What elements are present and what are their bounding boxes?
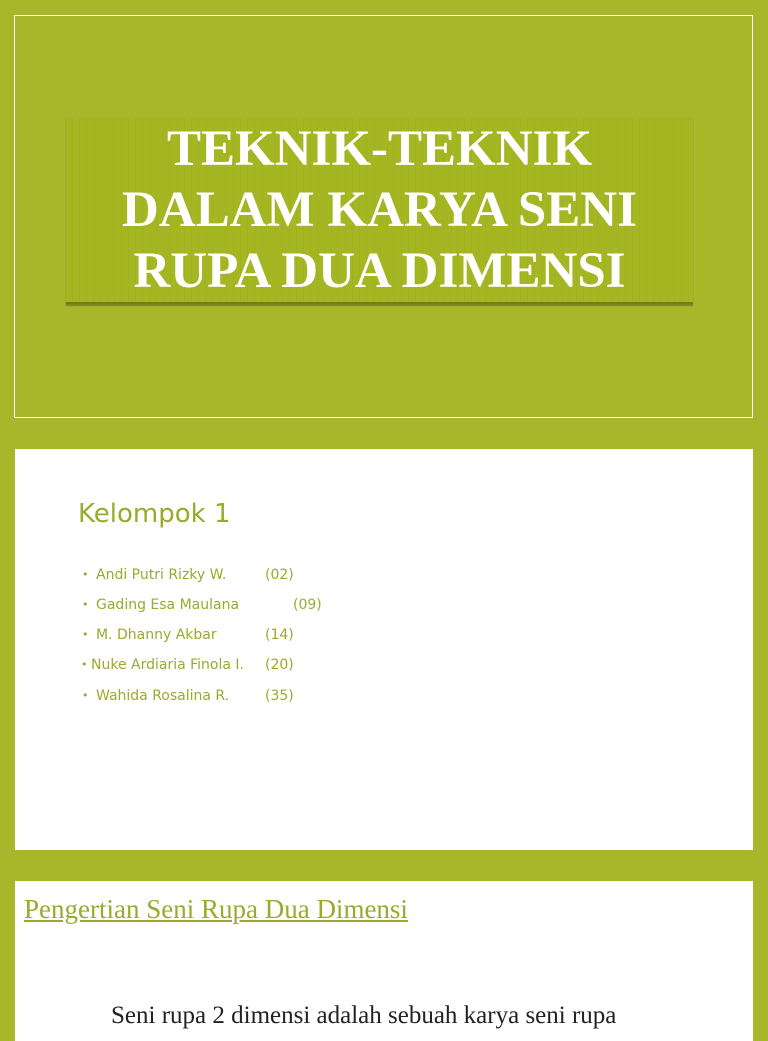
definition-slide: [15, 881, 753, 1041]
member-number: (35): [265, 688, 294, 704]
body-text: Seni rupa 2 dimensi adalah sebuah karya seni rupa: [111, 1002, 617, 1029]
member-number: (02): [265, 567, 294, 583]
member-name: Gading Esa Maulana: [96, 597, 240, 613]
member-number: (09): [293, 597, 322, 613]
bullet-icon: •: [81, 658, 88, 671]
member-number: (20): [265, 657, 294, 673]
title-box: [66, 118, 693, 304]
bullet-icon: •: [82, 689, 89, 702]
bullet-icon: •: [82, 598, 89, 611]
slide-title: TEKNIK-TEKNIK DALAM KARYA SENI RUPA DUA DIMENSI: [122, 120, 637, 299]
member-name: Andi Putri Rizky W.: [96, 567, 227, 583]
title-slide: [14, 15, 753, 418]
member-name: M. Dhanny Akbar: [96, 627, 217, 643]
member-name: Nuke Ardiaria Finola I.: [91, 657, 244, 673]
group-slide: [15, 449, 753, 850]
member-name: Wahida Rosalina R.: [96, 688, 230, 704]
bullet-icon: •: [82, 628, 89, 641]
member-number: (14): [265, 627, 294, 643]
bullet-icon: •: [82, 568, 89, 581]
section-heading: Pengertian Seni Rupa Dua Dimensi: [24, 894, 408, 924]
group-heading: Kelompok 1: [78, 499, 231, 529]
